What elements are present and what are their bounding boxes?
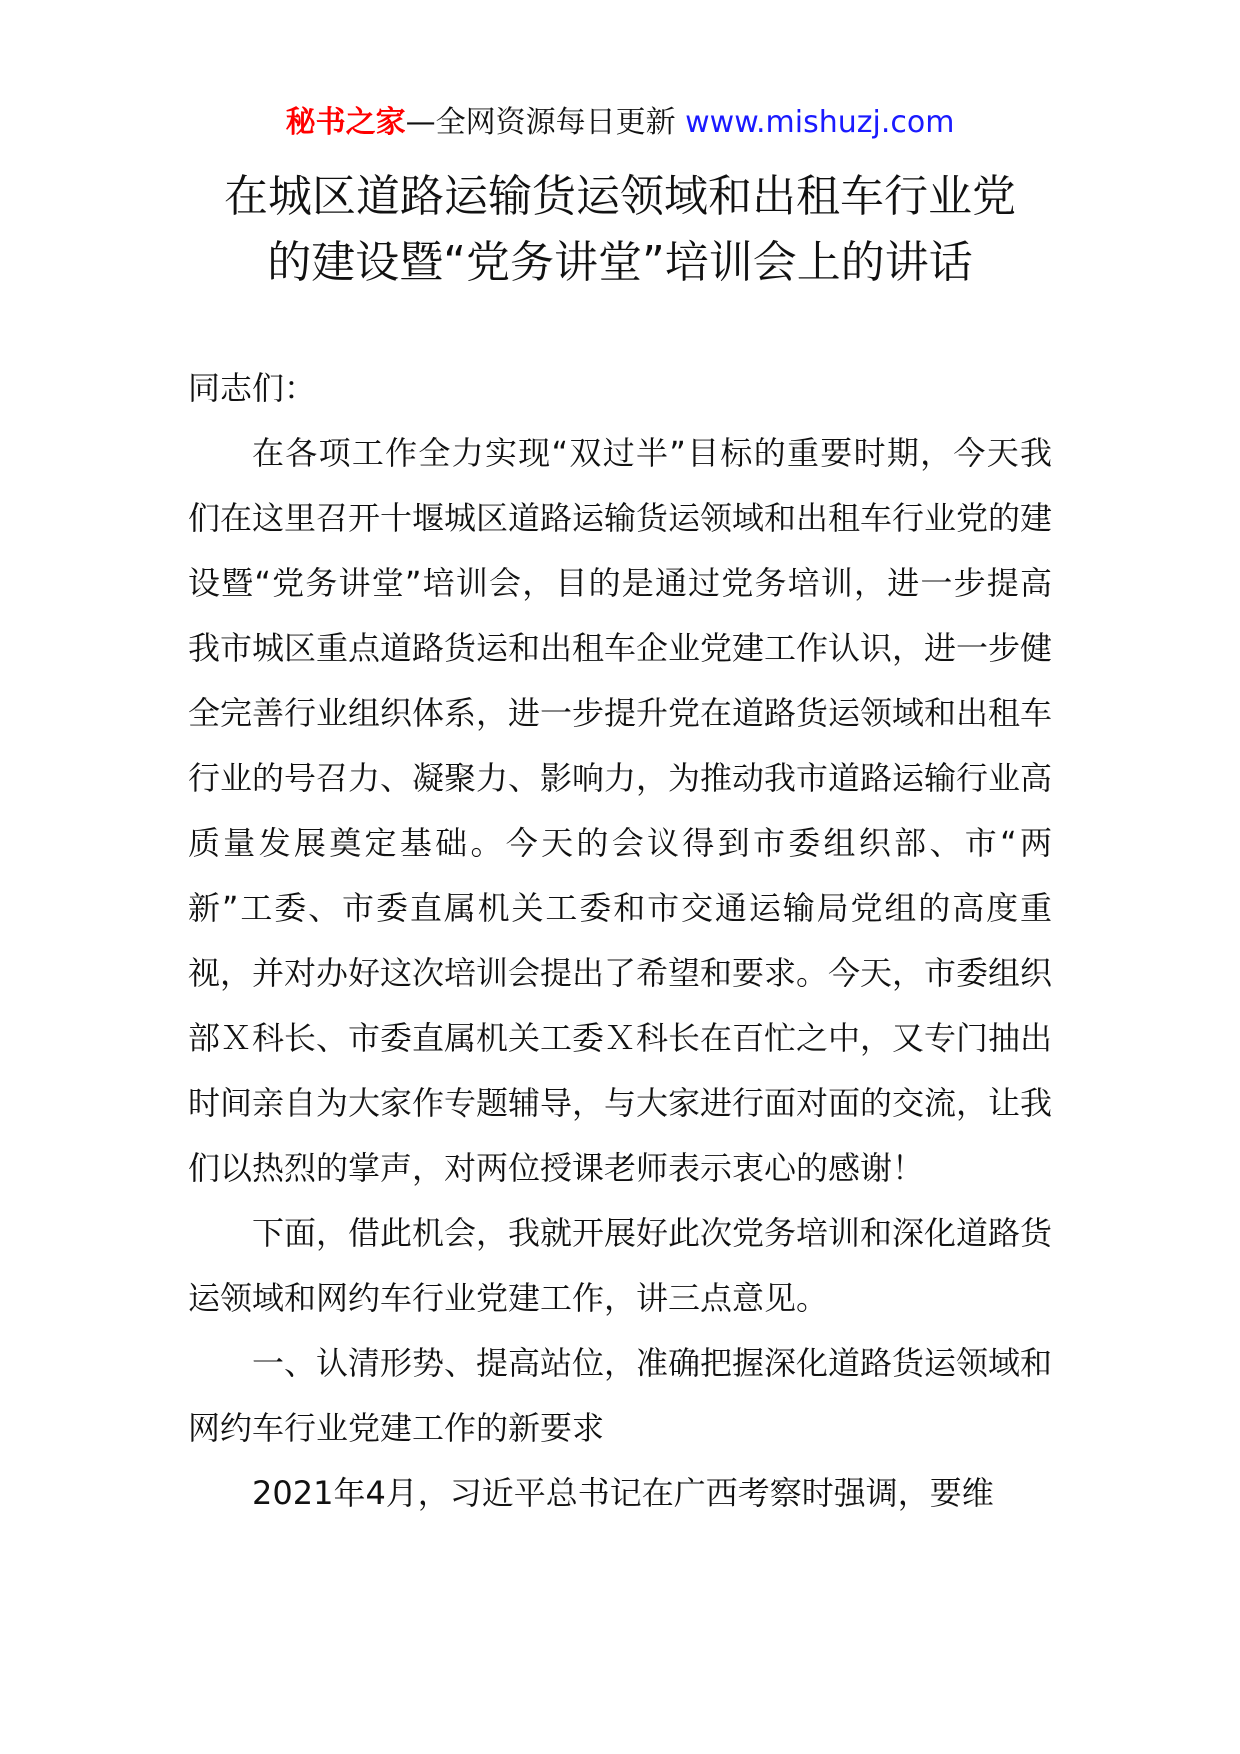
paragraph-opening: 在各项工作全力实现“双过半”目标的重要时期，今天我们在这里召开十堰城区道路运输货运领域和出租车行业党的建设暨“党务讲堂”培训会，目的是通过党务培训，进一步提高我市城区重点道路货运和出租车企业党建工作认识，进一步健全完善行业组织体系，进一步提升党在道路货运领域和出租车行业的号召力、凝聚力、影响力，为推动我市道路运输行业高质量发展奠定基础。今天的会议得到市委组织部、市“两新”工委、市委直属机关工委和市交通运输局党组的高度重视，并对办好这次培训会提出了希望和要求。今天，市委组织部Ｘ科长、市委直属机关工委Ｘ科长在百忙之中，又专门抽出时间亲自为大家作专题辅导，与大家进行面对面的交流，让我们以热烈的掌声，对两位授课老师表示衷心的感谢！ <box>188 434 1053 1187</box>
paragraph-section-1: 2021年4月，习近平总书记在广西考察时强调，要维 <box>252 1474 994 1512</box>
greeting: 同志们： <box>188 369 317 407</box>
site-url-link[interactable]: www.mishuzj.com <box>685 105 955 140</box>
document-title <box>120 164 1120 296</box>
header-tagline: —全网资源每日更新 <box>405 105 676 140</box>
title-line-1: 在城区道路运输货运领域和出租车行业党 <box>224 171 1016 222</box>
document-body <box>188 356 1052 1526</box>
site-header <box>0 100 1240 146</box>
paragraph-transition: 下面，借此机会，我就开展好此次党务培训和深化道路货运领域和网约车行业党建工作，讲三点意见。 <box>188 1214 1053 1317</box>
section-heading-1: 一、认清形势、提高站位，准确把握深化道路货运领域和网约车行业党建工作的新要求 <box>188 1344 1053 1447</box>
title-line-2: 的建设暨“党务讲堂”培训会上的讲话 <box>267 237 973 288</box>
brand-name: 秘书之家 <box>285 105 406 140</box>
